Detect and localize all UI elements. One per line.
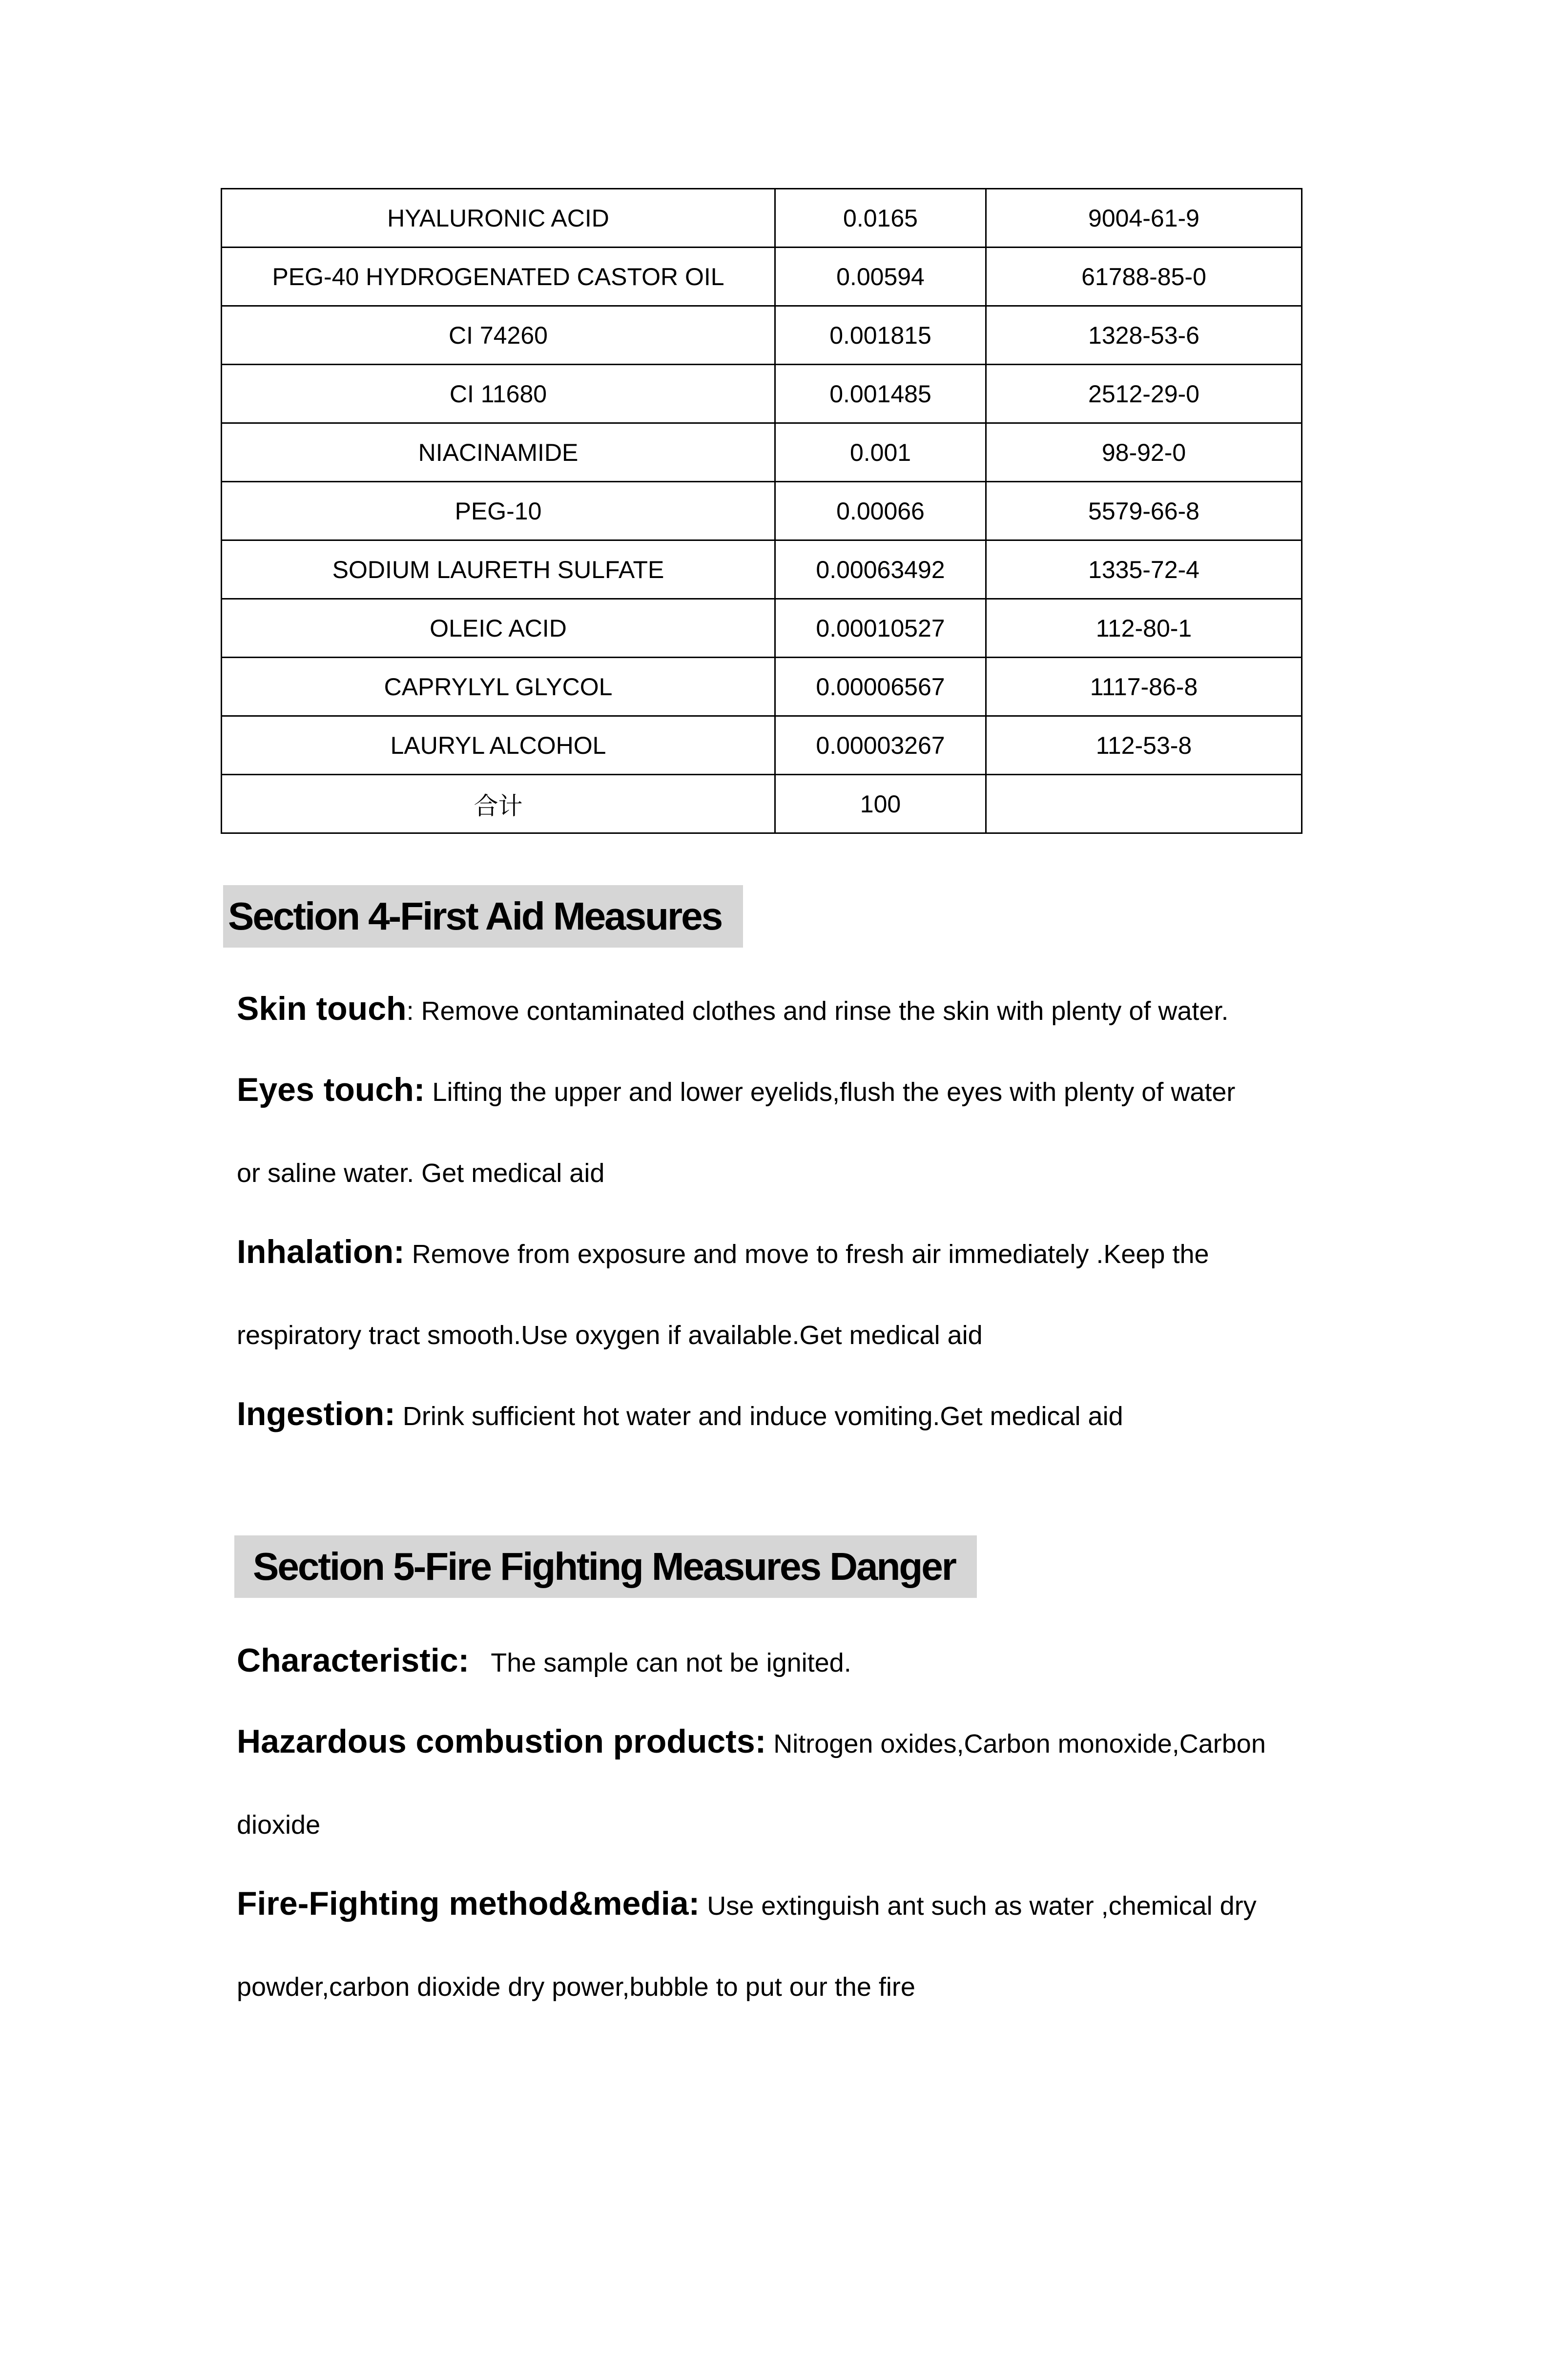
cas-number-cell: 1117-86-8 xyxy=(986,658,1302,716)
cas-number-cell: 9004-61-9 xyxy=(986,189,1302,248)
ingredients-table-body xyxy=(222,189,1302,833)
table-row xyxy=(222,482,1302,540)
table-row xyxy=(222,599,1302,658)
line-lead-bold: Fire-Fighting method&media: xyxy=(237,1885,700,1922)
percentage-cell: 100 xyxy=(775,775,986,833)
cas-number-cell: 112-80-1 xyxy=(986,599,1302,658)
fire-fighting-line xyxy=(237,1863,1550,1944)
percentage-cell: 0.00003267 xyxy=(775,716,986,775)
line-text: Use extinguish ant such as water ,chemical dry xyxy=(700,1891,1257,1921)
ingredient-name-cell: CI 11680 xyxy=(222,365,775,423)
percentage-cell: 0.001 xyxy=(775,423,986,482)
line-lead-bold: Eyes touch: xyxy=(237,1071,425,1108)
cas-number-cell: 98-92-0 xyxy=(986,423,1302,482)
line-text: Nitrogen oxides,Carbon monoxide,Carbon xyxy=(766,1729,1266,1759)
line-text: The sample can not be ignited. xyxy=(469,1648,851,1677)
percentage-cell: 0.00006567 xyxy=(775,658,986,716)
line-text: Drink sufficient hot water and induce vomiting.Get medical aid xyxy=(395,1402,1123,1431)
ingredient-name-cell: 合计 xyxy=(222,775,775,833)
table-row xyxy=(222,658,1302,716)
percentage-cell: 0.00010527 xyxy=(775,599,986,658)
fire-fighting-line xyxy=(237,1782,1550,1863)
table-row xyxy=(222,365,1302,423)
ingredient-name-cell: NIACINAMIDE xyxy=(222,423,775,482)
table-row xyxy=(222,423,1302,482)
percentage-cell: 0.001815 xyxy=(775,306,986,365)
line-text: dioxide xyxy=(237,1810,321,1840)
table-row xyxy=(222,306,1302,365)
section-4-body xyxy=(237,968,1550,1454)
first-aid-line xyxy=(237,968,1550,1049)
ingredients-table xyxy=(221,188,1302,834)
line-text: Remove from exposure and move to fresh air immediately .Keep the xyxy=(404,1240,1209,1269)
table-row xyxy=(222,775,1302,833)
ingredient-name-cell: CI 74260 xyxy=(222,306,775,365)
section-5-body xyxy=(237,1620,1550,2025)
cas-number-cell: 1328-53-6 xyxy=(986,306,1302,365)
cas-number-cell: 2512-29-0 xyxy=(986,365,1302,423)
ingredient-name-cell: CAPRYLYL GLYCOL xyxy=(222,658,775,716)
cas-number-cell xyxy=(986,775,1302,833)
ingredient-name-cell: SODIUM LAURETH SULFATE xyxy=(222,540,775,599)
document-page xyxy=(0,188,1550,2380)
ingredient-name-cell: LAURYL ALCOHOL xyxy=(222,716,775,775)
first-aid-line xyxy=(237,1130,1550,1211)
first-aid-line xyxy=(237,1211,1550,1292)
percentage-cell: 0.001485 xyxy=(775,365,986,423)
percentage-cell: 0.00066 xyxy=(775,482,986,540)
line-lead-bold: Skin touch xyxy=(237,990,407,1027)
fire-fighting-line xyxy=(237,1701,1550,1782)
section-4-heading: Section 4-First Aid Measures xyxy=(223,885,743,948)
table-row xyxy=(222,716,1302,775)
line-text: Lifting the upper and lower eyelids,flush the eyes with plenty of water xyxy=(425,1077,1236,1107)
cas-number-cell: 61788-85-0 xyxy=(986,248,1302,306)
percentage-cell: 0.00063492 xyxy=(775,540,986,599)
cas-number-cell: 5579-66-8 xyxy=(986,482,1302,540)
section-5-heading: Section 5-Fire Fighting Measures Danger xyxy=(234,1535,977,1598)
line-text: respiratory tract smooth.Use oxygen if available.Get medical aid xyxy=(237,1321,983,1350)
fire-fighting-line xyxy=(237,1944,1550,2025)
line-lead-bold: Ingestion: xyxy=(237,1395,395,1432)
table-row xyxy=(222,248,1302,306)
ingredient-name-cell: PEG-10 xyxy=(222,482,775,540)
line-text: or saline water. Get medical aid xyxy=(237,1159,605,1188)
cas-number-cell: 1335-72-4 xyxy=(986,540,1302,599)
ingredient-name-cell: OLEIC ACID xyxy=(222,599,775,658)
percentage-cell: 0.00594 xyxy=(775,248,986,306)
ingredient-name-cell: HYALURONIC ACID xyxy=(222,189,775,248)
table-row xyxy=(222,540,1302,599)
first-aid-line xyxy=(237,1373,1550,1454)
fire-fighting-line xyxy=(237,1620,1550,1701)
ingredient-name-cell: PEG-40 HYDROGENATED CASTOR OIL xyxy=(222,248,775,306)
first-aid-line xyxy=(237,1049,1550,1130)
table-row xyxy=(222,189,1302,248)
line-lead-bold: Inhalation: xyxy=(237,1233,405,1270)
line-text: : Remove contaminated clothes and rinse the skin with plenty of water. xyxy=(406,996,1229,1026)
line-text: powder,carbon dioxide dry power,bubble to put our the fire xyxy=(237,1972,915,2002)
line-lead-bold: Hazardous combustion products: xyxy=(237,1723,766,1760)
percentage-cell: 0.0165 xyxy=(775,189,986,248)
line-lead-bold: Characteristic: xyxy=(237,1642,470,1679)
cas-number-cell: 112-53-8 xyxy=(986,716,1302,775)
first-aid-line xyxy=(237,1292,1550,1373)
